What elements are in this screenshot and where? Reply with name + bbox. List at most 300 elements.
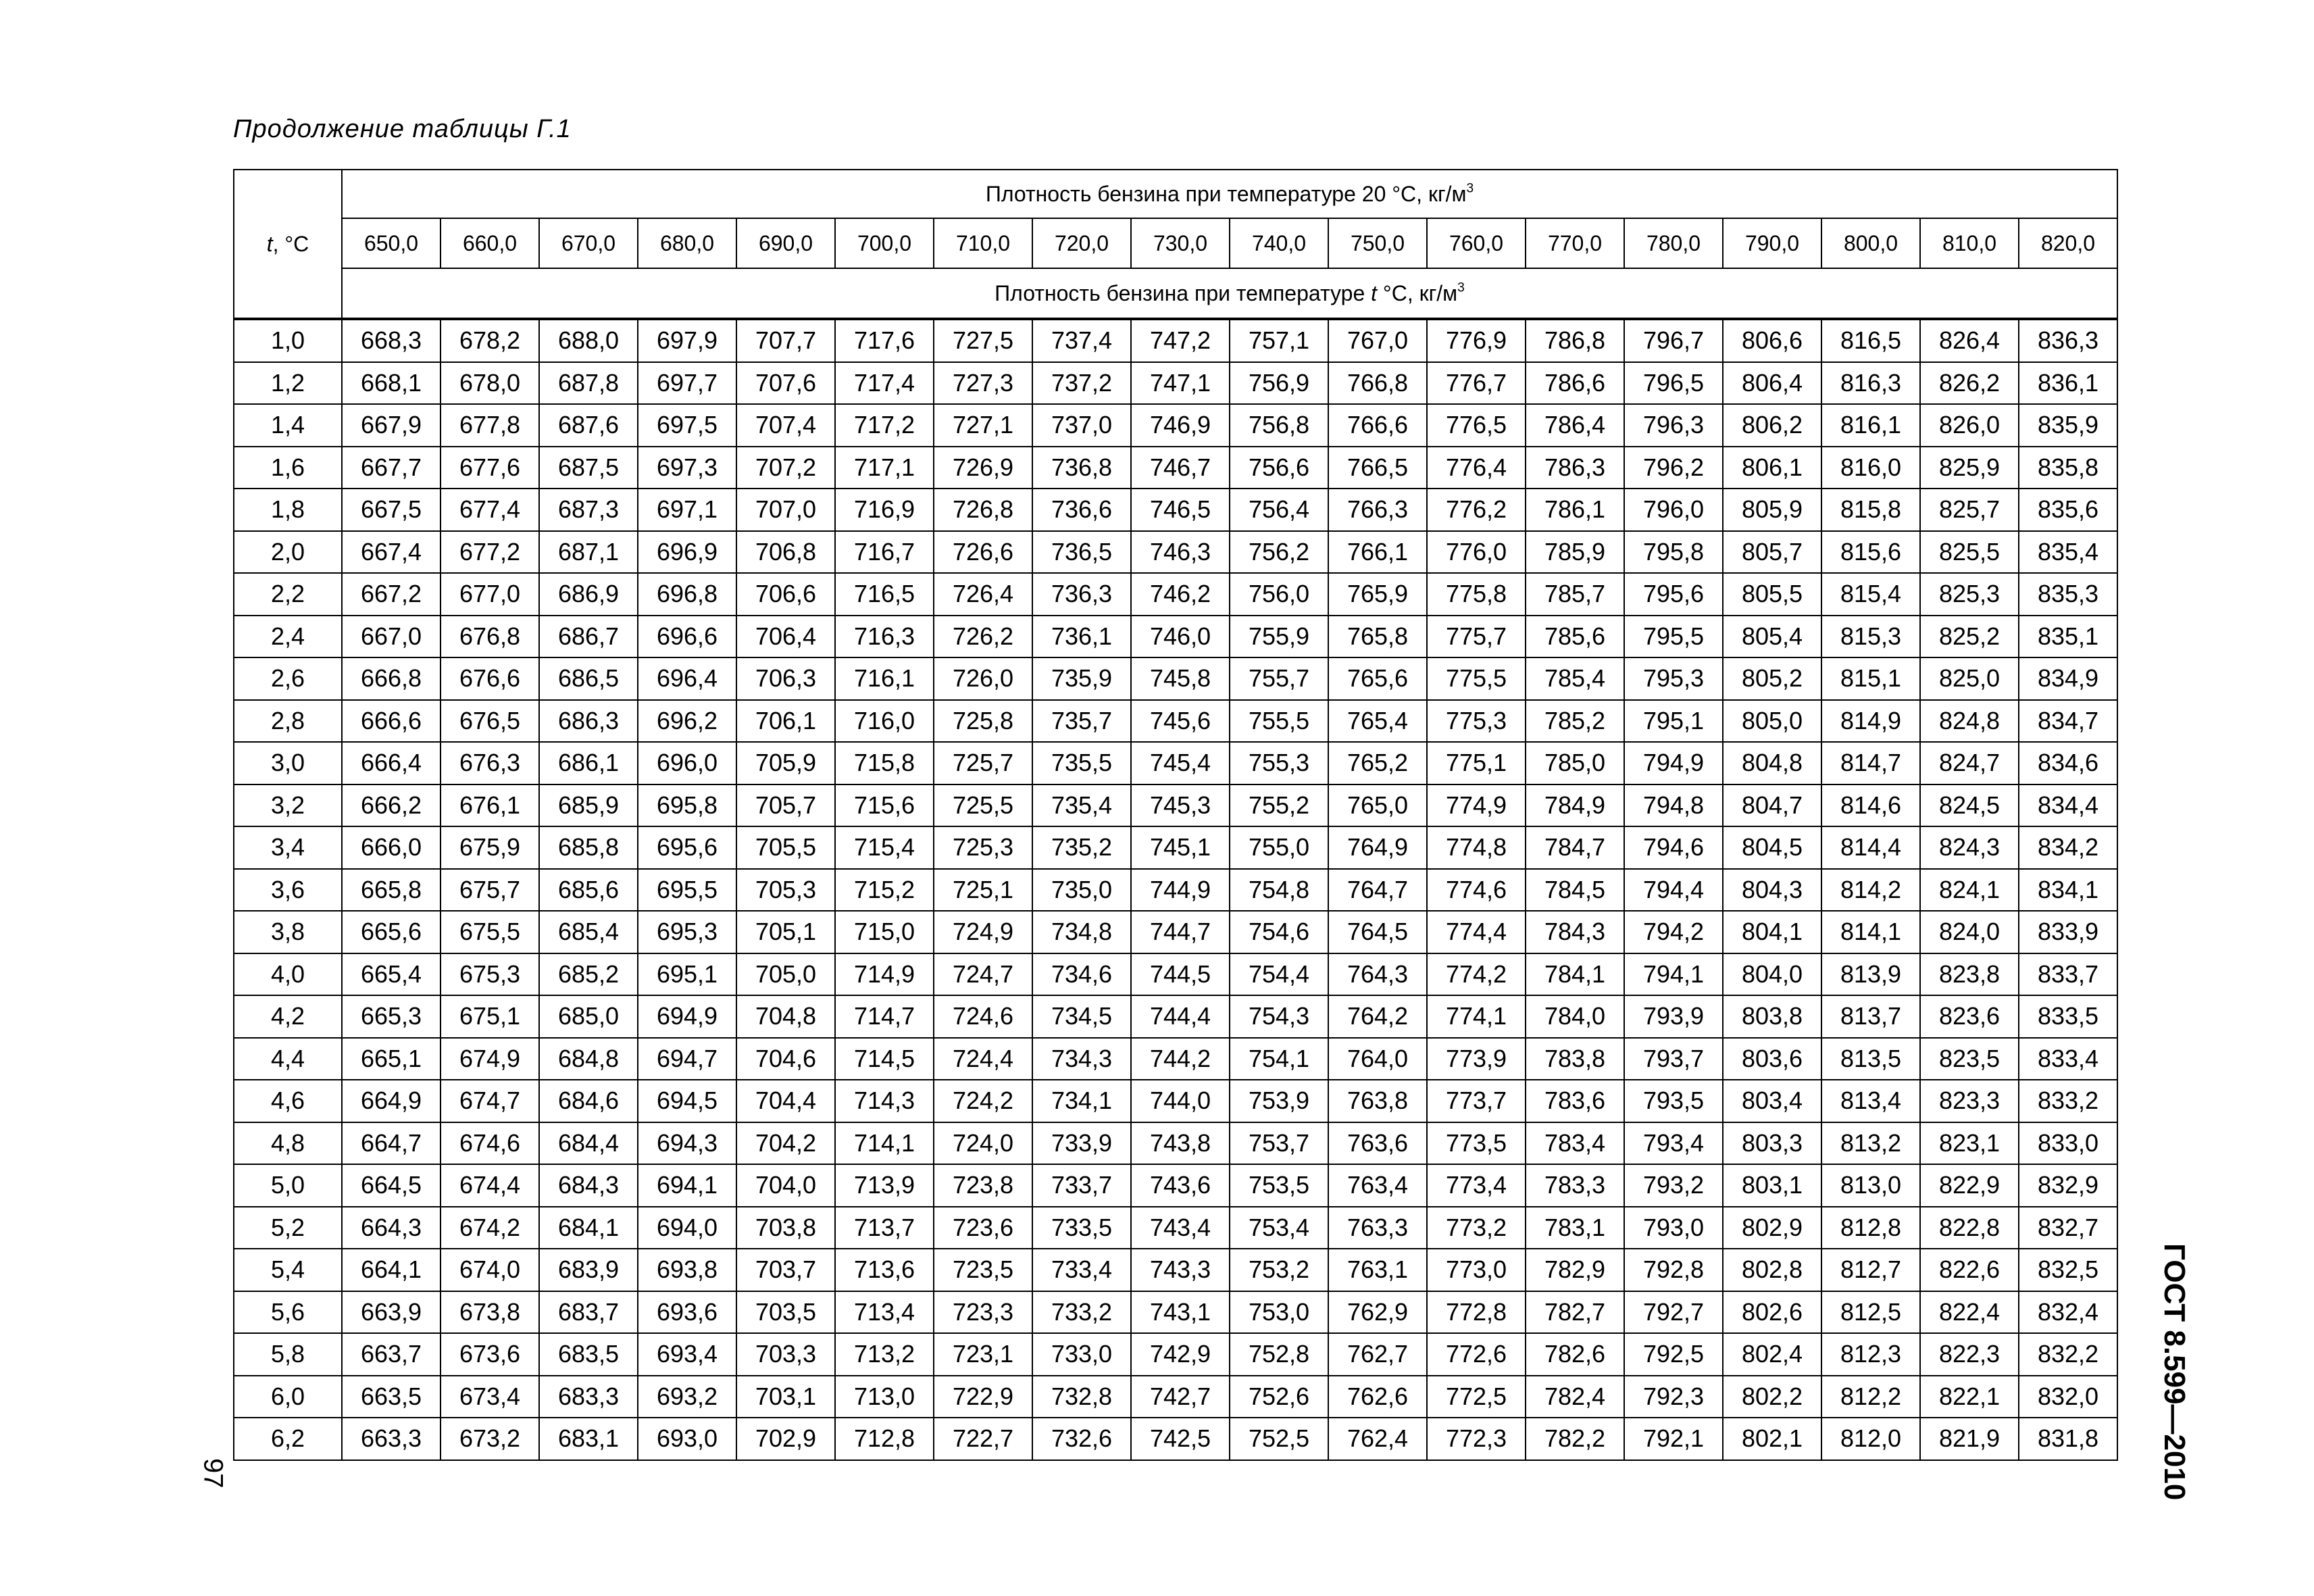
density-cell: 726,2 [934,616,1032,658]
table-row [234,404,2117,447]
density-cell: 667,7 [342,447,441,489]
density-cell: 764,9 [1328,826,1427,869]
density-cell: 803,8 [1723,995,1821,1038]
density-cell: 836,1 [2019,362,2117,405]
density-cell: 726,4 [934,573,1032,616]
density-cell: 794,9 [1624,742,1723,784]
density-cell: 733,4 [1032,1249,1131,1291]
density-cell: 685,9 [539,784,638,827]
density-cell: 805,4 [1723,616,1821,658]
density-cell: 782,9 [1526,1249,1624,1291]
column-header-cell: 760,0 [1427,218,1526,268]
density-cell: 756,2 [1230,531,1328,574]
density-cell: 752,5 [1230,1418,1328,1460]
density-cell: 704,0 [736,1164,835,1207]
density-cell: 716,0 [835,700,934,743]
table-row [234,1080,2117,1122]
density-cell: 793,4 [1624,1122,1723,1165]
density-cell: 707,2 [736,447,835,489]
density-cell: 742,5 [1131,1418,1230,1460]
density-cell: 744,4 [1131,995,1230,1038]
table-row [234,573,2117,616]
density-cell: 825,9 [1920,447,2019,489]
density-cell: 762,6 [1328,1376,1427,1418]
density-cell: 786,4 [1526,404,1624,447]
density-cell: 776,0 [1427,531,1526,574]
density-cell: 753,9 [1230,1080,1328,1122]
density-cell: 783,4 [1526,1122,1624,1165]
temperature-cell: 1,6 [234,447,342,489]
density-cell: 704,8 [736,995,835,1038]
density-cell: 775,3 [1427,700,1526,743]
density-cell: 696,0 [638,742,736,784]
table-row [234,1164,2117,1207]
density-cell: 786,8 [1526,320,1624,362]
density-cell: 743,3 [1131,1249,1230,1291]
density-cell: 697,3 [638,447,736,489]
density-cell: 783,8 [1526,1038,1624,1080]
table-row [234,489,2117,531]
density-cell: 812,7 [1821,1249,1920,1291]
density-cell: 831,8 [2019,1418,2117,1460]
temperature-column-header [234,170,342,318]
density-cell: 716,1 [835,657,934,700]
density-cell: 753,4 [1230,1207,1328,1249]
density-cell: 784,9 [1526,784,1624,827]
density-cell: 822,3 [1920,1333,2019,1376]
density-cell: 755,0 [1230,826,1328,869]
density-cell: 816,1 [1821,404,1920,447]
density-cell: 663,9 [342,1291,441,1334]
density-cell: 806,2 [1723,404,1821,447]
density-cell: 665,6 [342,911,441,953]
density-cell: 832,2 [2019,1333,2117,1376]
density-cell: 812,8 [1821,1207,1920,1249]
density-cell: 716,5 [835,573,934,616]
density-cell: 695,1 [638,953,736,996]
density-table [233,169,2118,1461]
density-cell: 813,2 [1821,1122,1920,1165]
temperature-cell: 6,2 [234,1418,342,1460]
density-cell: 803,6 [1723,1038,1821,1080]
density-cell: 737,0 [1032,404,1131,447]
column-header-cell: 650,0 [342,218,441,268]
density-cell: 703,8 [736,1207,835,1249]
temperature-cell: 5,6 [234,1291,342,1334]
density-cell: 694,5 [638,1080,736,1122]
density-cell: 722,9 [934,1376,1032,1418]
t-unit: , °С [272,231,309,256]
density-cell: 723,6 [934,1207,1032,1249]
density-cell: 756,4 [1230,489,1328,531]
density-cell: 736,3 [1032,573,1131,616]
density-cell: 766,1 [1328,531,1427,574]
density-cell: 742,7 [1131,1376,1230,1418]
density-cell: 677,2 [441,531,539,574]
density-cell: 687,1 [539,531,638,574]
temperature-cell: 5,4 [234,1249,342,1291]
density-cell: 696,8 [638,573,736,616]
density-cell: 714,7 [835,995,934,1038]
density-cell: 677,8 [441,404,539,447]
density-cell: 663,5 [342,1376,441,1418]
density-cell: 725,3 [934,826,1032,869]
density-cell: 744,9 [1131,869,1230,912]
density-cell: 786,3 [1526,447,1624,489]
density-cell: 713,4 [835,1291,934,1334]
density-cell: 705,9 [736,742,835,784]
density-cell: 727,5 [934,320,1032,362]
density-cell: 735,0 [1032,869,1131,912]
density-cell: 824,1 [1920,869,2019,912]
density-cell: 732,8 [1032,1376,1131,1418]
column-header-cell: 740,0 [1230,218,1328,268]
density-cell: 676,3 [441,742,539,784]
table-row [234,447,2117,489]
density-cell: 832,7 [2019,1207,2117,1249]
density-cell: 832,9 [2019,1164,2117,1207]
density-cell: 825,5 [1920,531,2019,574]
density-cell: 674,9 [441,1038,539,1080]
temperature-cell: 2,4 [234,616,342,658]
density-cell: 664,7 [342,1122,441,1165]
temperature-cell: 4,4 [234,1038,342,1080]
density-cell: 813,4 [1821,1080,1920,1122]
density-cell: 725,8 [934,700,1032,743]
table-row [234,1249,2117,1291]
density-cell: 763,3 [1328,1207,1427,1249]
density-cell: 813,9 [1821,953,1920,996]
density-cell: 812,3 [1821,1333,1920,1376]
density-cell: 724,7 [934,953,1032,996]
density-at-t-header [342,268,2117,318]
table-row [234,1122,2117,1165]
density-cell: 775,1 [1427,742,1526,784]
density-cell: 833,5 [2019,995,2117,1038]
density-cell: 715,0 [835,911,934,953]
density-cell: 795,3 [1624,657,1723,700]
density-cell: 805,0 [1723,700,1821,743]
density-cell: 697,7 [638,362,736,405]
density-cell: 802,1 [1723,1418,1821,1460]
density-cell: 707,6 [736,362,835,405]
density-cell: 792,3 [1624,1376,1723,1418]
density-cell: 783,1 [1526,1207,1624,1249]
table-row [234,362,2117,405]
density-cell: 706,1 [736,700,835,743]
density-cell: 685,2 [539,953,638,996]
density-cell: 724,0 [934,1122,1032,1165]
density-cell: 802,2 [1723,1376,1821,1418]
density-cell: 726,0 [934,657,1032,700]
table-row [234,1418,2117,1460]
table-row [234,616,2117,658]
density-cell: 754,3 [1230,995,1328,1038]
density-cell: 782,4 [1526,1376,1624,1418]
density-cell: 743,6 [1131,1164,1230,1207]
density-cell: 793,2 [1624,1164,1723,1207]
density-cell: 767,0 [1328,320,1427,362]
density-cell: 765,8 [1328,616,1427,658]
density-cell: 822,9 [1920,1164,2019,1207]
density-cell: 733,9 [1032,1122,1131,1165]
column-header-cell: 770,0 [1526,218,1624,268]
density-cell: 705,5 [736,826,835,869]
table-row [234,1376,2117,1418]
table-row [234,826,2117,869]
density-cell: 686,3 [539,700,638,743]
column-header-cell: 780,0 [1624,218,1723,268]
density-cell: 755,2 [1230,784,1328,827]
density-cell: 665,1 [342,1038,441,1080]
density-cell: 745,1 [1131,826,1230,869]
standard-designation: ГОСТ 8.599—2010 [2158,1243,2191,1501]
density-cell: 802,8 [1723,1249,1821,1291]
density-cell: 695,6 [638,826,736,869]
density-cell: 815,6 [1821,531,1920,574]
density-cell: 756,0 [1230,573,1328,616]
density-cell: 793,0 [1624,1207,1723,1249]
density-cell: 694,0 [638,1207,736,1249]
density-cell: 746,0 [1131,616,1230,658]
density-cell: 684,4 [539,1122,638,1165]
density-cell: 785,9 [1526,531,1624,574]
density-cell: 835,8 [2019,447,2117,489]
density-cell: 774,4 [1427,911,1526,953]
column-header-cell: 700,0 [835,218,934,268]
density-cell: 826,4 [1920,320,2019,362]
density-cell: 806,1 [1723,447,1821,489]
density-cell: 786,6 [1526,362,1624,405]
density-cell: 743,8 [1131,1122,1230,1165]
density-cell: 763,6 [1328,1122,1427,1165]
density-cell: 746,9 [1131,404,1230,447]
density-cell: 765,0 [1328,784,1427,827]
density-cell: 673,4 [441,1376,539,1418]
density-cell: 796,2 [1624,447,1723,489]
density-cell: 687,8 [539,362,638,405]
density-cell: 836,3 [2019,320,2117,362]
density-cell: 785,4 [1526,657,1624,700]
density-cell: 734,1 [1032,1080,1131,1122]
density-cell: 744,0 [1131,1080,1230,1122]
density-cell: 702,9 [736,1418,835,1460]
density-cell: 793,9 [1624,995,1723,1038]
density-cell: 687,6 [539,404,638,447]
table-row [234,869,2117,912]
temperature-cell: 2,0 [234,531,342,574]
density-cell: 813,5 [1821,1038,1920,1080]
density-cell: 725,7 [934,742,1032,784]
density-cell: 792,8 [1624,1249,1723,1291]
density-cell: 727,3 [934,362,1032,405]
density-cell: 772,3 [1427,1418,1526,1460]
density-cell: 814,7 [1821,742,1920,784]
density-cell: 824,0 [1920,911,2019,953]
density-cell: 714,1 [835,1122,934,1165]
temperature-cell: 4,6 [234,1080,342,1122]
density-cell: 824,5 [1920,784,2019,827]
density-cell: 714,5 [835,1038,934,1080]
density-cell: 766,3 [1328,489,1427,531]
density-cell: 726,9 [934,447,1032,489]
density-cell: 666,2 [342,784,441,827]
density-cell: 783,3 [1526,1164,1624,1207]
density-cell: 746,7 [1131,447,1230,489]
density-cell: 716,9 [835,489,934,531]
density-cell: 687,3 [539,489,638,531]
temperature-cell: 2,8 [234,700,342,743]
density-cell: 733,2 [1032,1291,1131,1334]
density-at-t-post: °С, кг/м [1377,280,1458,305]
density-cell: 737,2 [1032,362,1131,405]
density-cell: 674,7 [441,1080,539,1122]
density-cell: 796,7 [1624,320,1723,362]
density-cell: 785,7 [1526,573,1624,616]
density-cell: 675,3 [441,953,539,996]
density-cell: 756,6 [1230,447,1328,489]
density-at-20-text: Плотность бензина при температуре 20 °С, кг/м [985,181,1467,206]
density-cell: 806,6 [1723,320,1821,362]
density-cell: 762,7 [1328,1333,1427,1376]
density-cell: 803,3 [1723,1122,1821,1165]
density-cell: 794,6 [1624,826,1723,869]
density-cell: 766,5 [1328,447,1427,489]
density-cell: 666,0 [342,826,441,869]
density-cell: 706,8 [736,531,835,574]
density-cell: 697,1 [638,489,736,531]
density-cell: 834,6 [2019,742,2117,784]
density-cell: 825,7 [1920,489,2019,531]
density-cell: 686,7 [539,616,638,658]
table-row [234,1207,2117,1249]
density-cell: 693,4 [638,1333,736,1376]
density-cell: 822,4 [1920,1291,2019,1334]
density-cell: 674,4 [441,1164,539,1207]
density-cell: 764,2 [1328,995,1427,1038]
column-header-cell: 680,0 [638,218,736,268]
density-cell: 773,7 [1427,1080,1526,1122]
column-header-cell: 800,0 [1821,218,1920,268]
density-cell: 735,4 [1032,784,1131,827]
density-cell: 833,0 [2019,1122,2117,1165]
page-number: 97 [198,1457,228,1489]
density-cell: 833,7 [2019,953,2117,996]
table-row [234,1038,2117,1080]
density-cell: 804,1 [1723,911,1821,953]
density-cell: 794,1 [1624,953,1723,996]
density-cell: 776,7 [1427,362,1526,405]
density-cell: 764,0 [1328,1038,1427,1080]
density-cell: 723,8 [934,1164,1032,1207]
density-cell: 668,3 [342,320,441,362]
density-cell: 717,2 [835,404,934,447]
density-cell: 665,8 [342,869,441,912]
density-cell: 835,9 [2019,404,2117,447]
density-cell: 774,9 [1427,784,1526,827]
density-cell: 802,6 [1723,1291,1821,1334]
density-cell: 667,5 [342,489,441,531]
density-cell: 776,4 [1427,447,1526,489]
density-cell: 736,5 [1032,531,1131,574]
density-cell: 793,5 [1624,1080,1723,1122]
density-cell: 784,0 [1526,995,1624,1038]
density-cell: 663,7 [342,1333,441,1376]
temperature-cell: 5,2 [234,1207,342,1249]
density-cell: 752,6 [1230,1376,1328,1418]
density-cell: 762,9 [1328,1291,1427,1334]
density-cell: 693,8 [638,1249,736,1291]
density-cell: 824,7 [1920,742,2019,784]
density-cell: 757,1 [1230,320,1328,362]
density-cell: 732,6 [1032,1418,1131,1460]
density-cell: 824,3 [1920,826,2019,869]
density-cell: 804,3 [1723,869,1821,912]
density-cell: 822,1 [1920,1376,2019,1418]
density-cell: 774,6 [1427,869,1526,912]
density-cell: 753,2 [1230,1249,1328,1291]
density-cell: 666,6 [342,700,441,743]
density-cell: 752,8 [1230,1333,1328,1376]
density-cell: 782,7 [1526,1291,1624,1334]
temperature-cell: 1,2 [234,362,342,405]
density-cell: 716,7 [835,531,934,574]
temperature-cell: 1,0 [234,320,342,362]
density-cell: 765,2 [1328,742,1427,784]
temperature-cell: 4,0 [234,953,342,996]
density-cell: 804,7 [1723,784,1821,827]
temperature-cell: 4,8 [234,1122,342,1165]
density-cell: 825,0 [1920,657,2019,700]
density-cell: 833,9 [2019,911,2117,953]
density-cell: 773,2 [1427,1207,1526,1249]
density-cell: 823,6 [1920,995,2019,1038]
density-cell: 813,0 [1821,1164,1920,1207]
density-cell: 815,3 [1821,616,1920,658]
density-cell: 715,2 [835,869,934,912]
column-header-cell: 820,0 [2019,218,2117,268]
density-cell: 835,6 [2019,489,2117,531]
density-cell: 783,6 [1526,1080,1624,1122]
density-cell: 736,1 [1032,616,1131,658]
table-row [234,911,2117,953]
density-cell: 834,7 [2019,700,2117,743]
density-cell: 695,8 [638,784,736,827]
density-at-t-pre: Плотность бензина при температуре [995,280,1372,305]
density-cell: 815,4 [1821,573,1920,616]
density-cell: 663,3 [342,1418,441,1460]
density-cell: 714,9 [835,953,934,996]
density-cell: 793,7 [1624,1038,1723,1080]
density-cell: 835,4 [2019,531,2117,574]
density-cell: 724,9 [934,911,1032,953]
density-at-20-sup: 3 [1466,181,1474,196]
density-cell: 795,8 [1624,531,1723,574]
density-cell: 772,8 [1427,1291,1526,1334]
density-cell: 736,6 [1032,489,1131,531]
density-cell: 821,9 [1920,1418,2019,1460]
density-cell: 693,6 [638,1291,736,1334]
density-cell: 693,2 [638,1376,736,1418]
density-cell: 814,1 [1821,911,1920,953]
density-cell: 823,8 [1920,953,2019,996]
t-variable: t [266,231,273,256]
density-cell: 816,5 [1821,320,1920,362]
density-cell: 673,2 [441,1418,539,1460]
density-cell: 796,5 [1624,362,1723,405]
density-cell: 724,4 [934,1038,1032,1080]
density-cell: 792,1 [1624,1418,1723,1460]
